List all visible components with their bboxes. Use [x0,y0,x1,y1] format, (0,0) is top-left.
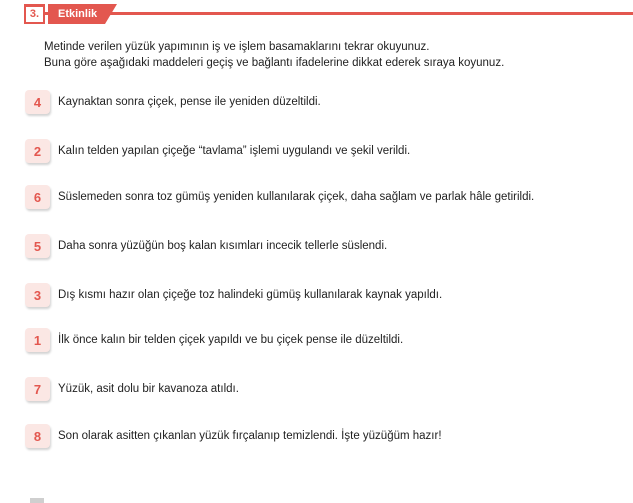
item-text: Kaynaktan sonra çiçek, pense ile yeniden düzeltildi. [58,96,321,108]
item-text: Daha sonra yüzüğün boş kalan kısımları incecik tellerle süslendi. [58,240,388,252]
order-number-box[interactable]: 5 [25,234,50,258]
activity-header [24,4,117,24]
item-text: Kalın telden yapılan çiçeğe “tavlama” işlemi uygulandı ve şekil verildi. [58,145,411,157]
activity-number-badge [24,4,45,24]
order-number-box[interactable]: 4 [25,90,50,114]
activity-number: 3. [26,7,43,22]
list-item [25,184,534,210]
instruction-line-1: Metinde verilen yüzük yapımının iş ve işlem basamaklarını tekrar okuyunuz. [44,41,430,53]
item-text: Dış kısmı hazır olan çiçeğe toz halindeki gümüş kullanılarak kaynak yapıldı. [58,289,443,301]
list-item [25,233,387,259]
list-item [25,423,442,449]
activity-title: Etkinlik [48,4,105,24]
item-text: Yüzük, asit dolu bir kavanoza atıldı. [58,383,239,395]
list-item [25,138,410,164]
order-number-box[interactable]: 2 [25,139,50,163]
list-item [25,327,403,353]
activity-header-tail [105,4,117,24]
item-text: Süslemeden sonra toz gümüş yeniden kullanılarak çiçek, daha sağlam ve parlak hâle getirildi. [58,191,535,203]
instruction-line-2: Buna göre aşağıdaki maddeleri geçiş ve bağlantı ifadelerine dikkat ederek sıraya koyunuz. [44,57,505,69]
item-text: İlk önce kalın bir telden çiçek yapıldı ve bu çiçek pense ile düzeltildi. [58,334,404,346]
order-number-box[interactable]: 1 [25,328,50,352]
item-text: Son olarak asitten çıkanlan yüzük fırçalanıp temizlendi. İşte yüzüğüm hazır! [58,430,442,442]
instructions [44,39,504,71]
list-item [25,376,239,402]
list-item [25,282,442,308]
order-number-box[interactable]: 8 [25,424,50,448]
order-number-box[interactable]: 6 [25,185,50,209]
page-footer-mark [30,498,44,503]
order-number-box[interactable]: 7 [25,377,50,401]
list-item [25,89,321,115]
order-number-box[interactable]: 3 [25,283,50,307]
